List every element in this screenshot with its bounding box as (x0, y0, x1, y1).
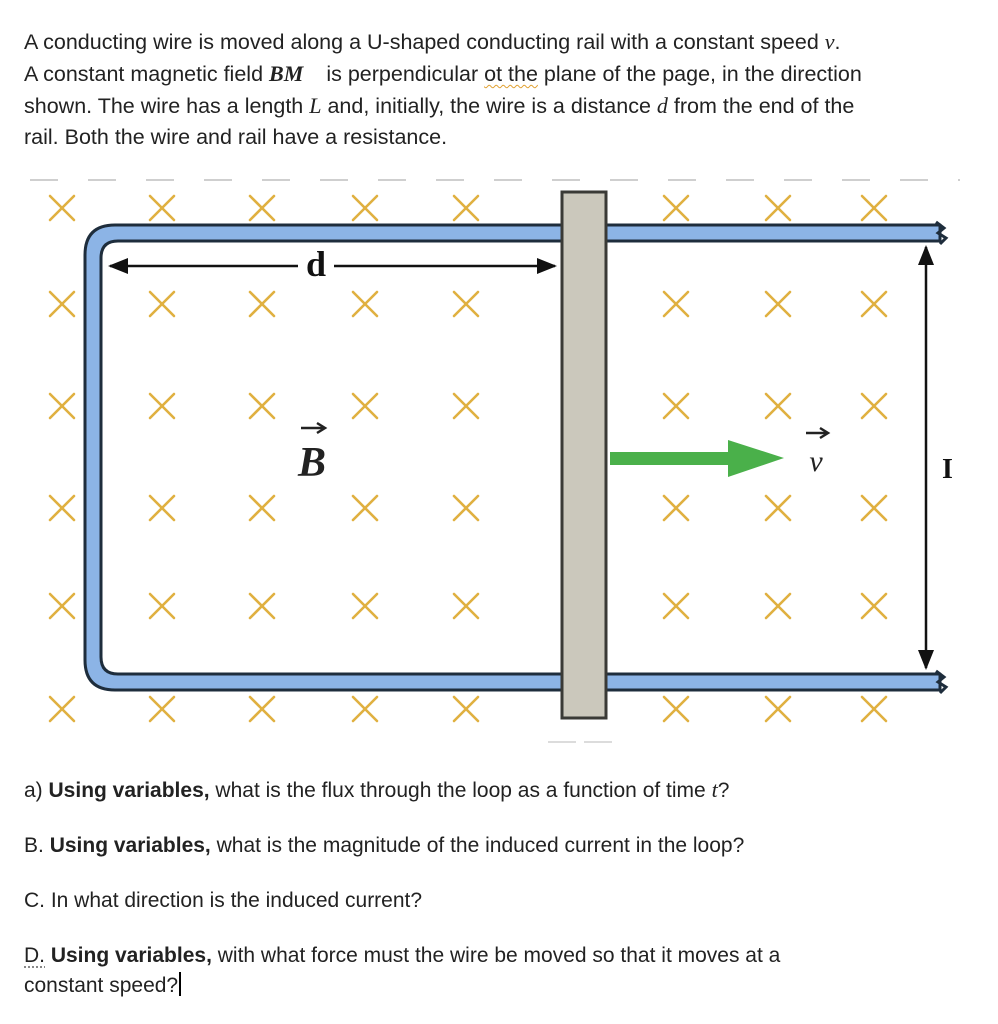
intro-text: is perpendicular (320, 62, 485, 86)
field-cross-icon (862, 292, 886, 316)
field-cross-icon (862, 496, 886, 520)
field-cross-icon (862, 196, 886, 220)
intro-text: rail. Both the wire and rail have a resistance. (24, 125, 448, 149)
field-cross-icon (454, 394, 478, 418)
field-cross-icon (353, 697, 377, 721)
intro-text: A conducting wire is moved along a U-shaped conducting rail with a constant speed (24, 30, 825, 54)
field-cross-icon (454, 697, 478, 721)
field-cross-icon (766, 292, 790, 316)
field-cross-icon (766, 196, 790, 220)
time-variable: t (711, 777, 718, 802)
field-cross-icon (766, 394, 790, 418)
field-cross-icon (454, 196, 478, 220)
field-cross-icon (50, 196, 74, 220)
field-cross-icon (454, 292, 478, 316)
field-cross-icon (353, 594, 377, 618)
question-d-text: with what force must the wire be moved so that it moves at a (211, 944, 781, 967)
intro-text: from the end of the (667, 94, 855, 118)
distance-variable: d (656, 93, 668, 118)
question-b-prefix: B. (24, 834, 50, 857)
field-cross-icon (250, 697, 274, 721)
question-b-emphasis: Using variables, (49, 834, 211, 857)
field-cross-icon (766, 496, 790, 520)
field-cross-icon (250, 394, 274, 418)
field-cross-icon (862, 594, 886, 618)
question-b (24, 831, 974, 861)
field-cross-icon (50, 292, 74, 316)
field-label (297, 423, 326, 486)
question-c-text: C. In what direction is the induced current? (24, 889, 423, 912)
intro-text: shown. The wire has a length (24, 94, 310, 118)
field-cross-icon (766, 594, 790, 618)
field-cross-icon (250, 496, 274, 520)
question-c (24, 886, 974, 916)
field-cross-icon (250, 196, 274, 220)
intro-text: . (834, 30, 841, 54)
field-cross-icon (150, 196, 174, 220)
length-label: I (942, 454, 953, 485)
field-cross-icon (862, 697, 886, 721)
intro-text: A constant magnetic field (24, 62, 270, 86)
velocity-label-letter: v (809, 445, 823, 478)
field-cross-icon (353, 292, 377, 316)
intro-text: plane of the page, in the direction (537, 62, 862, 86)
question-d-prefix: D. (24, 944, 45, 967)
field-cross-icon (664, 496, 688, 520)
field-cross-icon (766, 697, 790, 721)
speed-variable: v (824, 29, 835, 54)
field-cross-icon (50, 697, 74, 721)
question-a-text: what is the flux through the loop as a function of time (209, 779, 712, 802)
rail-diagram (0, 160, 998, 760)
field-label-letter: B (297, 440, 327, 486)
field-cross-icon (862, 394, 886, 418)
field-cross-icon (353, 394, 377, 418)
field-cross-icon (353, 496, 377, 520)
field-cross-icon (664, 394, 688, 418)
field-cross-icon (454, 496, 478, 520)
field-cross-icon (664, 196, 688, 220)
field-cross-icon (150, 594, 174, 618)
question-a-prefix: a) (24, 779, 49, 802)
field-cross-icon (50, 394, 74, 418)
question-a (24, 775, 974, 806)
question-d-text-line2: constant speed? (24, 974, 179, 997)
text-cursor (179, 972, 181, 996)
field-cross-icon (150, 697, 174, 721)
field-cross-icon (150, 394, 174, 418)
field-cross-icon (664, 292, 688, 316)
distance-label: d (305, 244, 327, 284)
question-a-end: ? (717, 779, 730, 802)
field-cross-icon (353, 196, 377, 220)
question-a-emphasis: Using variables, (48, 779, 210, 802)
question-d-emphasis: Using variables, (45, 944, 212, 967)
sliding-wire[interactable] (562, 192, 606, 718)
field-cross-icon (50, 594, 74, 618)
field-cross-icon (664, 697, 688, 721)
question-b-text: what is the magnitude of the induced current in the loop? (210, 834, 745, 857)
field-variable: BM⃗ (269, 61, 321, 86)
field-cross-icon (250, 594, 274, 618)
field-cross-icon (664, 594, 688, 618)
question-d (24, 941, 974, 1001)
field-cross-icon (454, 594, 478, 618)
problem-statement (24, 26, 974, 153)
field-cross-icon (250, 292, 274, 316)
field-cross-icon (150, 292, 174, 316)
field-cross-icon (150, 496, 174, 520)
field-cross-icon (50, 496, 74, 520)
velocity-label (806, 428, 828, 478)
spellcheck-word[interactable]: ot the (484, 62, 538, 86)
intro-text: and, initially, the wire is a distance (321, 94, 657, 118)
velocity-arrow (610, 440, 784, 477)
length-variable: L (309, 93, 322, 118)
